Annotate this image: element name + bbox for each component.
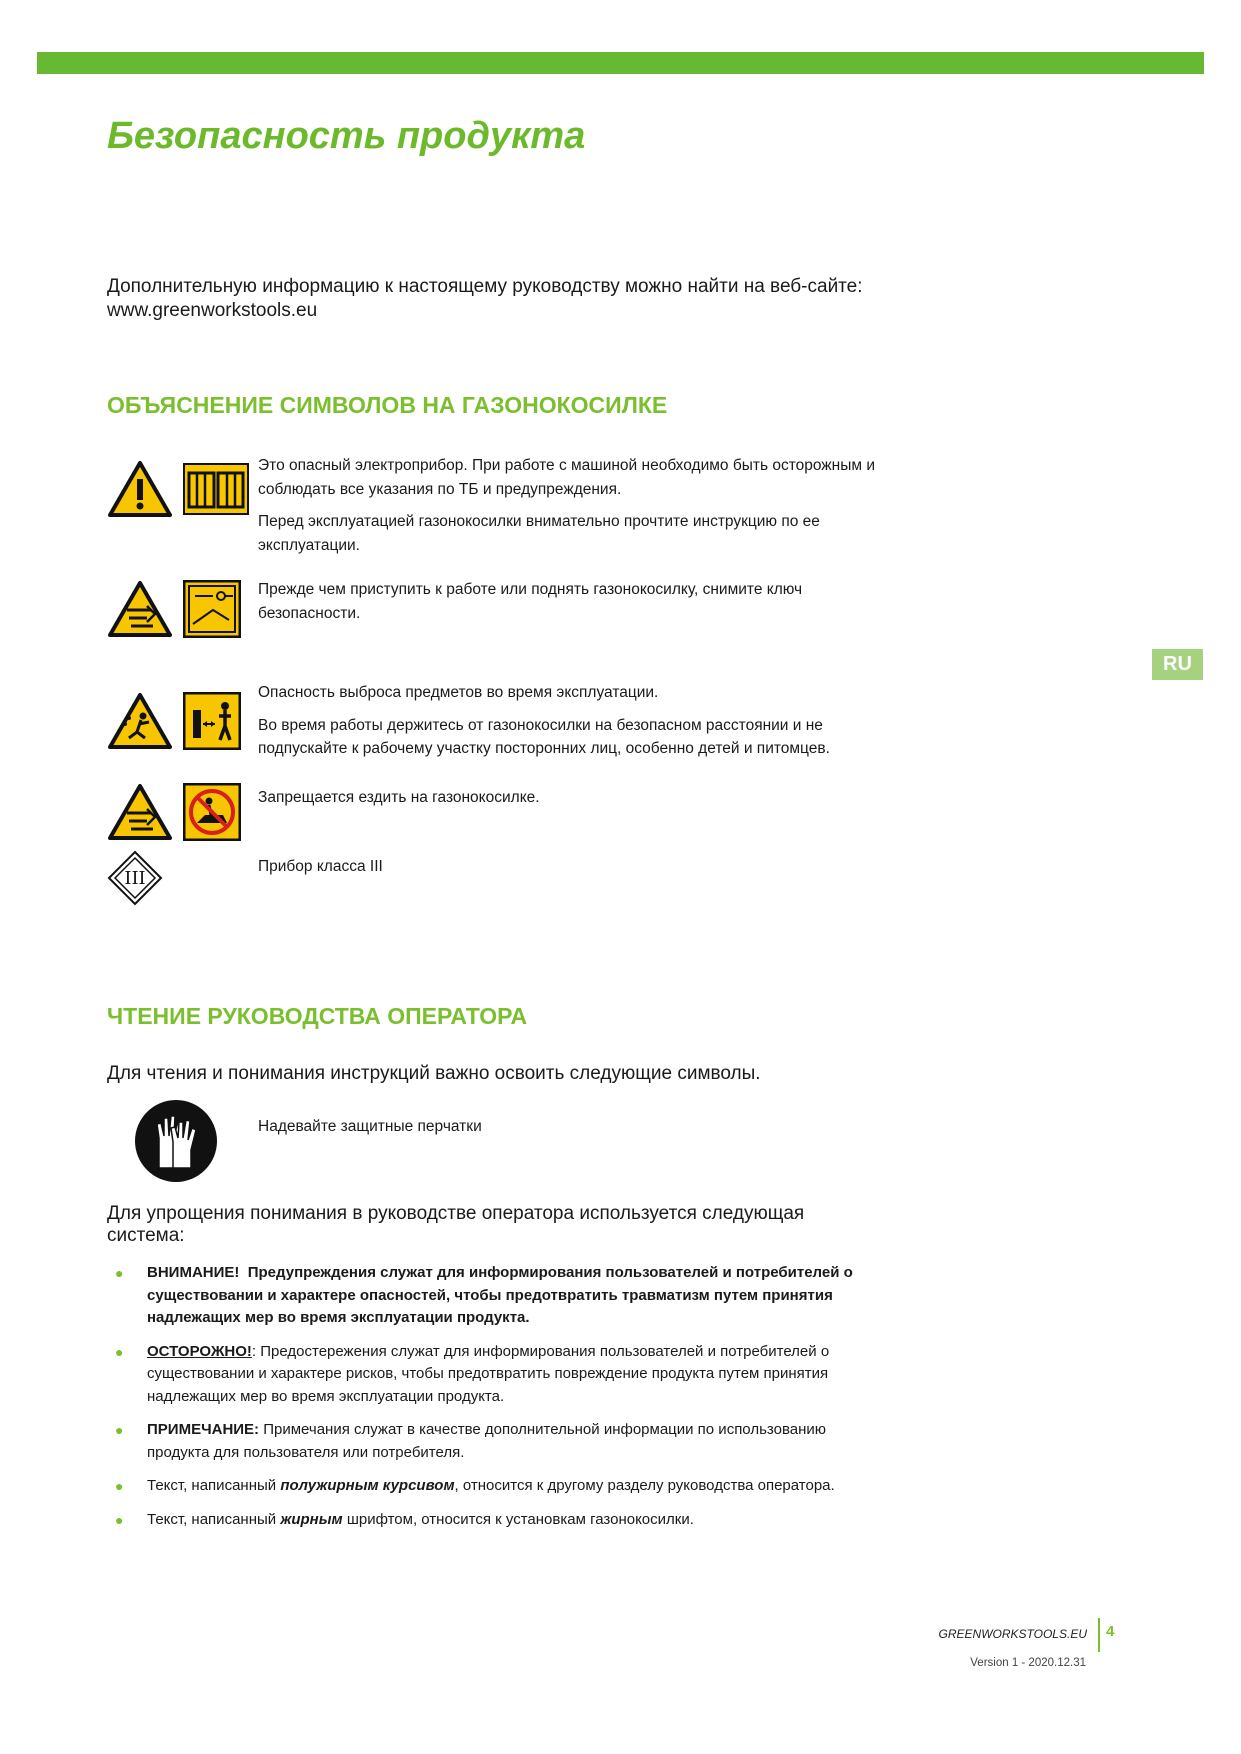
gloves-text: Надевайте защитные перчатки	[258, 1118, 482, 1135]
symbol-row-5-icons	[107, 850, 163, 906]
conventions-list	[107, 1262, 887, 1542]
system-lead: Для упрощения понимания в руководстве оператора используется следующая система:	[107, 1203, 805, 1246]
footer-version: Version 1 - 2020.12.31	[970, 1657, 1086, 1669]
symbol-row-3-text: Опасность выброса предметов во время эксплуатации. Во время работы держитесь от газонокосилки на безопасном расстоянии и не подпускайте к рабочему участку посторонних лиц, особенно детей и питомцев.	[258, 684, 830, 757]
warning-triangle-icon	[107, 460, 173, 518]
list-item: ● ВНИМАНИЕ! Предупреждения служат для информирования пользователей и потребителей о существовании и характере опасностей, чтобы предотвратить травматизм путем принятия надлежащих мер во время эксплуатации продукта.	[115, 1264, 853, 1326]
intro-text: Дополнительную информацию к настоящему руководству можно найти на веб-сайте: www.greenworkstools.eu	[107, 276, 863, 321]
blade-hazard-icon	[107, 580, 173, 638]
keep-distance-icon	[183, 692, 241, 750]
remove-safety-key-icon	[183, 580, 241, 638]
symbol-row-2-icons	[107, 580, 241, 638]
page-number: 4	[1106, 1623, 1115, 1640]
symbol-row-1-icons	[107, 460, 249, 518]
footer-site: GREENWORKSTOOLS.EU	[938, 1627, 1087, 1641]
symbol-row-4-text: Запрещается ездить на газонокосилке.	[258, 789, 540, 806]
top-bar	[37, 52, 1204, 74]
symbol-row-5-text: Прибор класса III	[258, 858, 383, 875]
blade-hazard-icon	[107, 783, 173, 841]
read-manual-icon	[183, 463, 249, 515]
page-title: Безопасность продукта	[107, 115, 586, 157]
no-riding-icon	[183, 783, 241, 841]
svg-text:III: III	[124, 868, 146, 889]
symbol-row-4-icons	[107, 783, 241, 841]
list-item: ● Текст, написанный полужирным курсивом, относится к другому разделу руководства оператора.	[115, 1477, 835, 1494]
symbol-row-3-icons	[107, 692, 241, 750]
footer-divider	[1098, 1618, 1100, 1652]
symbol-row-1-text: Это опасный электроприбор. При работе с машиной необходимо быть осторожным и соблюдать все указания по ТБ и предупреждения. Перед эксплуатацией газонокосилки внимательно прочтите инструкцию по ее эксплуатации.	[258, 457, 875, 554]
gloves-icon	[133, 1098, 219, 1184]
section-heading-symbols: ОБЪЯСНЕНИЕ СИМВОЛОВ НА ГАЗОНОКОСИЛКЕ	[107, 392, 668, 418]
list-item: ● ОСТОРОЖНО!: Предостережения служат для информирования пользователей и потребителей о существовании и характере рисков, чтобы предотвратить повреждение продукта путем принятия надлежащих мер во время эксплуатации продукта.	[115, 1342, 830, 1405]
list-item: ● Текст, написанный жирным шрифтом, относится к установкам газонокосилки.	[115, 1510, 694, 1528]
class-iii-icon	[107, 850, 163, 906]
thrown-objects-hazard-icon	[107, 692, 173, 750]
section-heading-manual: ЧТЕНИЕ РУКОВОДСТВА ОПЕРАТОРА	[107, 1003, 528, 1029]
manual-lead: Для чтения и понимания инструкций важно освоить следующие символы.	[107, 1063, 761, 1084]
language-tab: RU	[1152, 649, 1203, 680]
list-item: ● ПРИМЕЧАНИЕ: Примечания служат в качестве дополнительной информации по использованию продукта для пользователя или потребителя.	[115, 1421, 826, 1461]
symbol-row-2-text: Прежде чем приступить к работе или поднять газонокосилку, снимите ключ безопасности.	[258, 581, 803, 622]
